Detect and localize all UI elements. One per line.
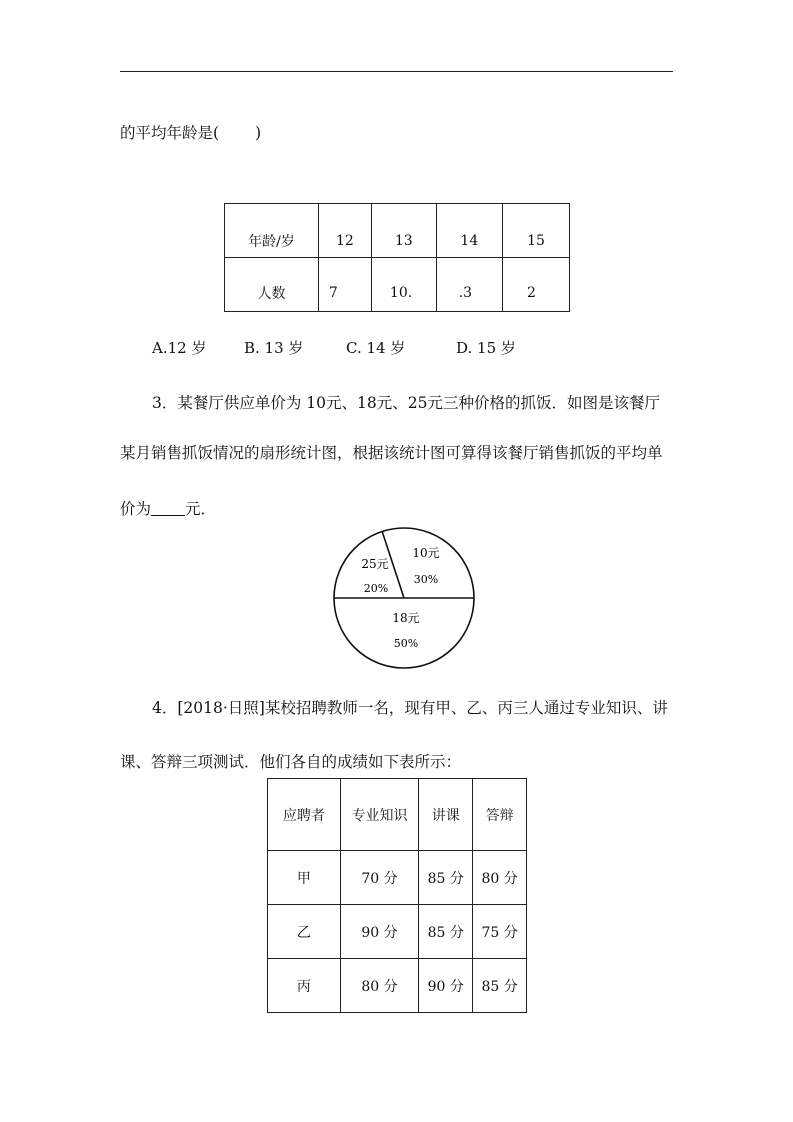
pie-chart	[330, 525, 480, 675]
q2-tail-close: )	[255, 124, 262, 142]
option-d[interactable]: D. 15 岁	[456, 339, 516, 357]
age-row-label: 年龄/岁	[225, 204, 319, 258]
table-row	[268, 959, 527, 1013]
table-row	[268, 905, 527, 959]
score-cell: 70 分	[340, 851, 419, 905]
q2-tail-text: 的平均年龄是(	[120, 124, 220, 142]
count-cell: 7	[318, 258, 371, 312]
count-cell: 2	[502, 258, 569, 312]
q4-line-1: 4．[2018·日照]某校招聘教师一名，现有甲、乙、丙三人通过专业知识、讲	[152, 699, 668, 717]
header-cell: 答辩	[473, 779, 527, 851]
pie-slice-percent-25: 20%	[363, 582, 389, 595]
pie-slice-label-10: 10元	[412, 546, 440, 560]
score-cell: 85 分	[419, 905, 473, 959]
header-rule	[120, 71, 673, 72]
age-cell: 14	[436, 204, 502, 258]
option-b[interactable]: B. 13 岁	[244, 339, 304, 357]
age-count-table	[224, 203, 570, 312]
header-cell: 应聘者	[268, 779, 341, 851]
score-cell: 80 分	[473, 851, 527, 905]
header-cell: 讲课	[419, 779, 473, 851]
score-cell: 80 分	[340, 959, 419, 1013]
pie-slice-percent-10: 30%	[413, 573, 439, 586]
score-cell: 90 分	[419, 959, 473, 1013]
candidate-cell: 丙	[268, 959, 341, 1013]
q2-question-tail	[120, 126, 261, 142]
score-cell: 75 分	[473, 905, 527, 959]
q3-line-3	[120, 501, 216, 518]
table-row	[268, 851, 527, 905]
score-cell: 85 分	[419, 851, 473, 905]
q3-line3-suffix: 元．	[185, 500, 217, 518]
q3-line-1: 3．某餐厅供应单价为 10元、18元、25元三种价格的抓饭．如图是该餐厅	[152, 394, 660, 412]
q3-line-2: 某月销售抓饭情况的扇形统计图，根据该统计图可算得该餐厅销售抓饭的平均单	[120, 444, 663, 462]
q4-line-2: 课、答辩三项测试．他们各自的成绩如下表所示：	[120, 753, 462, 771]
q3-answer-blank[interactable]	[151, 501, 185, 516]
header-cell: 专业知识	[340, 779, 419, 851]
option-a[interactable]: A.12 岁	[152, 339, 207, 357]
count-cell: 10.	[371, 258, 436, 312]
count-row-label: 人数	[225, 258, 319, 312]
count-cell: .3	[436, 258, 502, 312]
score-cell: 85 分	[473, 959, 527, 1013]
option-c[interactable]: C. 14 岁	[346, 339, 406, 357]
age-cell: 13	[371, 204, 436, 258]
pie-slice-percent-18: 50%	[393, 637, 419, 650]
pie-slice-label-18: 18元	[392, 611, 420, 625]
age-cell: 15	[502, 204, 569, 258]
scores-table	[267, 778, 527, 1013]
q3-line3-prefix: 价为	[120, 500, 152, 518]
candidate-cell: 乙	[268, 905, 341, 959]
age-cell: 12	[318, 204, 371, 258]
pie-slice-label-25: 25元	[361, 557, 389, 571]
candidate-cell: 甲	[268, 851, 341, 905]
score-cell: 90 分	[340, 905, 419, 959]
